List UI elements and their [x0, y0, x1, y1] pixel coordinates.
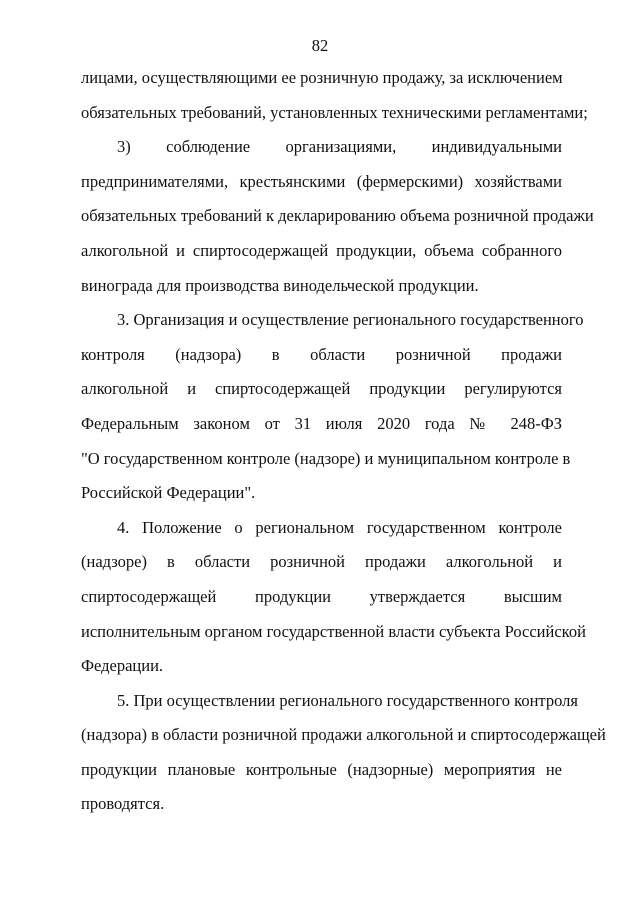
text-line: исполнительным органом государственной власти субъекта Российской [81, 621, 586, 641]
text-line: алкогольной и спиртосодержащей продукции, объема собранного [81, 240, 562, 260]
text-line: спиртосодержащей продукции утверждается высшим [81, 586, 562, 606]
text-line: 3. Организация и осуществление регионального государственного [117, 310, 584, 330]
text-line: Федерации. [81, 656, 164, 676]
text-line: Российской Федерации". [81, 483, 256, 503]
text-line: 3) соблюдение организациями, индивидуальными [117, 137, 562, 157]
page-number: 82 [311, 36, 329, 55]
text-line: обязательных требований, установленных техническими регламентами; [81, 102, 588, 122]
paragraph [81, 303, 584, 511]
paragraph [81, 130, 594, 303]
text-line: Федеральным законом от 31 июля 2020 года № 248-ФЗ [81, 413, 562, 433]
text-line: предпринимателями, крестьянскими (фермерскими) хозяйствами [81, 171, 562, 191]
paragraph [81, 61, 588, 130]
paragraph [81, 684, 606, 822]
text-line: (надзоре) в области розничной продажи алкогольной и [81, 552, 562, 572]
text-line: винограда для производства винодельческой продукции. [81, 275, 479, 295]
document-body [81, 61, 606, 822]
paragraph [81, 511, 586, 684]
text-line: лицами, осуществляющими ее розничную продажу, за исключением [81, 68, 563, 87]
text-line: алкогольной и спиртосодержащей продукции регулируются [81, 379, 562, 399]
text-line: 4. Положение о региональном государственном контроле [117, 517, 562, 537]
text-line: контроля (надзора) в области розничной продажи [81, 344, 562, 364]
text-line: 5. При осуществлении регионального государственного контроля [117, 690, 578, 710]
text-line: (надзора) в области розничной продажи алкогольной и спиртосодержащей [81, 725, 606, 745]
text-line: продукции плановые контрольные (надзорные) мероприятия не [81, 759, 562, 779]
text-line: обязательных требований к декларированию объема розничной продажи [81, 206, 594, 226]
text-line: "О государственном контроле (надзоре) и муниципальном контроле в [81, 448, 571, 468]
text-line: проводятся. [81, 794, 165, 814]
